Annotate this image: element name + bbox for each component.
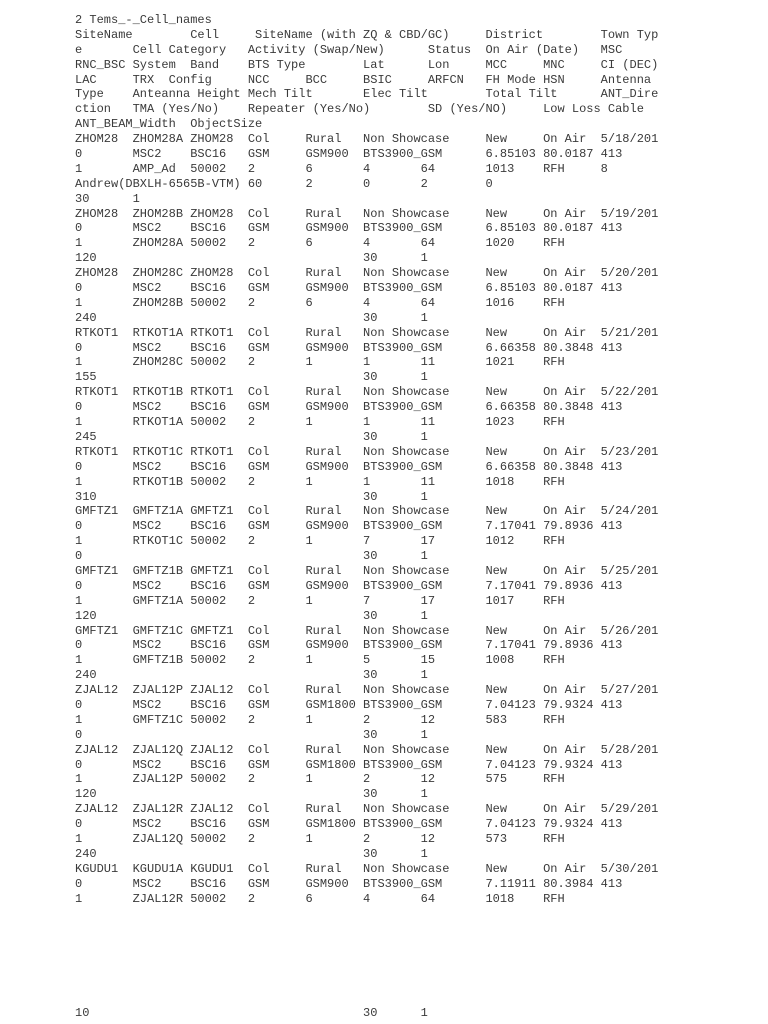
text-line: 155 30 1	[75, 370, 428, 385]
text-line: ZJAL12 ZJAL12P ZJAL12 Col Rural Non Showcase New On Air 5/27/201	[75, 683, 659, 698]
text-line: ZHOM28 ZHOM28C ZHOM28 Col Rural Non Showcase New On Air 5/20/201	[75, 266, 659, 281]
text-line: 120 30 1	[75, 787, 428, 802]
text-line: 0 MSC2 BSC16 GSM GSM900 BTS3900_GSM 6.85103 80.0187 413	[75, 147, 623, 162]
text-line: 1 ZHOM28C 50002 2 1 1 11 1021 RFH	[75, 355, 565, 370]
text-line: 0 MSC2 BSC16 GSM GSM900 BTS3900_GSM 6.66358 80.3848 413	[75, 400, 623, 415]
text-line: 1 ZHOM28A 50002 2 6 4 64 1020 RFH	[75, 236, 565, 251]
text-line: 1 GMFTZ1A 50002 2 1 7 17 1017 RFH	[75, 593, 565, 608]
text-line: 120 30 1	[75, 608, 428, 623]
text-line: RTKOT1 RTKOT1C RTKOT1 Col Rural Non Showcase New On Air 5/23/201	[75, 444, 659, 459]
text-line: 1 RTKOT1C 50002 2 1 7 17 1012 RFH	[75, 534, 565, 549]
text-line: 240 30 1	[75, 668, 428, 683]
text-line: ZHOM28 ZHOM28A ZHOM28 Col Rural Non Showcase New On Air 5/18/201	[75, 132, 659, 147]
text-line: 0 MSC2 BSC16 GSM GSM1800 BTS3900_GSM 7.04123 79.9324 413	[75, 817, 623, 832]
text-line: 10 30 1	[75, 1006, 428, 1020]
text-line: 0 MSC2 BSC16 GSM GSM900 BTS3900_GSM 7.11911 80.3984 413	[75, 876, 623, 891]
text-line: 1 AMP_Ad 50002 2 6 4 64 1013 RFH 8	[75, 161, 608, 176]
text-line: RNC_BSC System Band BTS Type Lat Lon MCC MNC CI (DEC)	[75, 57, 659, 72]
text-line: 1 GMFTZ1B 50002 2 1 5 15 1008 RFH	[75, 653, 565, 668]
text-line: KGUDU1 KGUDU1A KGUDU1 Col Rural Non Showcase New On Air 5/30/201	[75, 861, 659, 876]
text-line: Andrew(DBXLH-6565B-VTM) 60 2 0 2 0	[75, 176, 493, 191]
text-line: 0 MSC2 BSC16 GSM GSM1800 BTS3900_GSM 7.04123 79.9324 413	[75, 697, 623, 712]
text-line: ZHOM28 ZHOM28B ZHOM28 Col Rural Non Showcase New On Air 5/19/201	[75, 206, 659, 221]
text-line: SiteName Cell SiteName (with ZQ & CBD/GC) District Town Typ	[75, 27, 659, 42]
text-line: 30 1	[75, 191, 140, 206]
text-line: 0 MSC2 BSC16 GSM GSM900 BTS3900_GSM 6.85103 80.0187 413	[75, 281, 623, 296]
text-line: GMFTZ1 GMFTZ1C GMFTZ1 Col Rural Non Showcase New On Air 5/26/201	[75, 623, 659, 638]
text-line: 0 MSC2 BSC16 GSM GSM900 BTS3900_GSM 7.17041 79.8936 413	[75, 578, 623, 593]
text-line: 0 30 1	[75, 549, 428, 564]
text-line: 120 30 1	[75, 251, 428, 266]
document-body	[75, 13, 755, 906]
text-line: 2 Tems_-_Cell_names	[75, 13, 212, 27]
text-line: 0 MSC2 BSC16 GSM GSM1800 BTS3900_GSM 7.04123 79.9324 413	[75, 757, 623, 772]
text-line: 0 MSC2 BSC16 GSM GSM900 BTS3900_GSM 6.66358 80.3848 413	[75, 459, 623, 474]
text-line: 0 MSC2 BSC16 GSM GSM900 BTS3900_GSM 6.66358 80.3848 413	[75, 340, 623, 355]
text-line: ction TMA (Yes/No) Repeater (Yes/No) SD (Yes/NO) Low Loss Cable	[75, 102, 644, 117]
text-line: 1 ZJAL12P 50002 2 1 2 12 575 RFH	[75, 772, 565, 787]
text-line: 1 ZHOM28B 50002 2 6 4 64 1016 RFH	[75, 295, 565, 310]
text-line: ZJAL12 ZJAL12Q ZJAL12 Col Rural Non Showcase New On Air 5/28/201	[75, 742, 659, 757]
text-line: 0 MSC2 BSC16 GSM GSM900 BTS3900_GSM 6.85103 80.0187 413	[75, 221, 623, 236]
text-line: 1 RTKOT1A 50002 2 1 1 11 1023 RFH	[75, 415, 565, 430]
text-line: 310 30 1	[75, 489, 428, 504]
document-footer-line	[75, 1006, 755, 1021]
text-line: 0 30 1	[75, 727, 428, 742]
text-line: LAC TRX Config NCC BCC BSIC ARFCN FH Mode HSN Antenna	[75, 72, 652, 87]
text-line: 1 ZJAL12Q 50002 2 1 2 12 573 RFH	[75, 831, 565, 846]
text-line: 245 30 1	[75, 429, 428, 444]
text-line: ZJAL12 ZJAL12R ZJAL12 Col Rural Non Showcase New On Air 5/29/201	[75, 802, 659, 817]
text-line: GMFTZ1 GMFTZ1A GMFTZ1 Col Rural Non Showcase New On Air 5/24/201	[75, 504, 659, 519]
text-line: 240 30 1	[75, 310, 428, 325]
text-line: 0 MSC2 BSC16 GSM GSM900 BTS3900_GSM 7.17041 79.8936 413	[75, 519, 623, 534]
text-line: ANT_BEAM_Width ObjectSize	[75, 117, 263, 132]
text-line: RTKOT1 RTKOT1A RTKOT1 Col Rural Non Showcase New On Air 5/21/201	[75, 325, 659, 340]
text-line: e Cell Category Activity (Swap/New) Status On Air (Date) MSC	[75, 42, 623, 57]
text-line: 0 MSC2 BSC16 GSM GSM900 BTS3900_GSM 7.17041 79.8936 413	[75, 638, 623, 653]
text-line: 1 ZJAL12R 50002 2 6 4 64 1018 RFH	[75, 891, 565, 906]
text-line: 1 RTKOT1B 50002 2 1 1 11 1018 RFH	[75, 474, 565, 489]
text-line: RTKOT1 RTKOT1B RTKOT1 Col Rural Non Showcase New On Air 5/22/201	[75, 385, 659, 400]
text-line: GMFTZ1 GMFTZ1B GMFTZ1 Col Rural Non Showcase New On Air 5/25/201	[75, 563, 659, 578]
text-line: 240 30 1	[75, 846, 428, 861]
text-line: Type Anteanna Height Mech Tilt Elec Tilt Total Tilt ANT_Dire	[75, 87, 659, 102]
text-line: 1 GMFTZ1C 50002 2 1 2 12 583 RFH	[75, 712, 565, 727]
